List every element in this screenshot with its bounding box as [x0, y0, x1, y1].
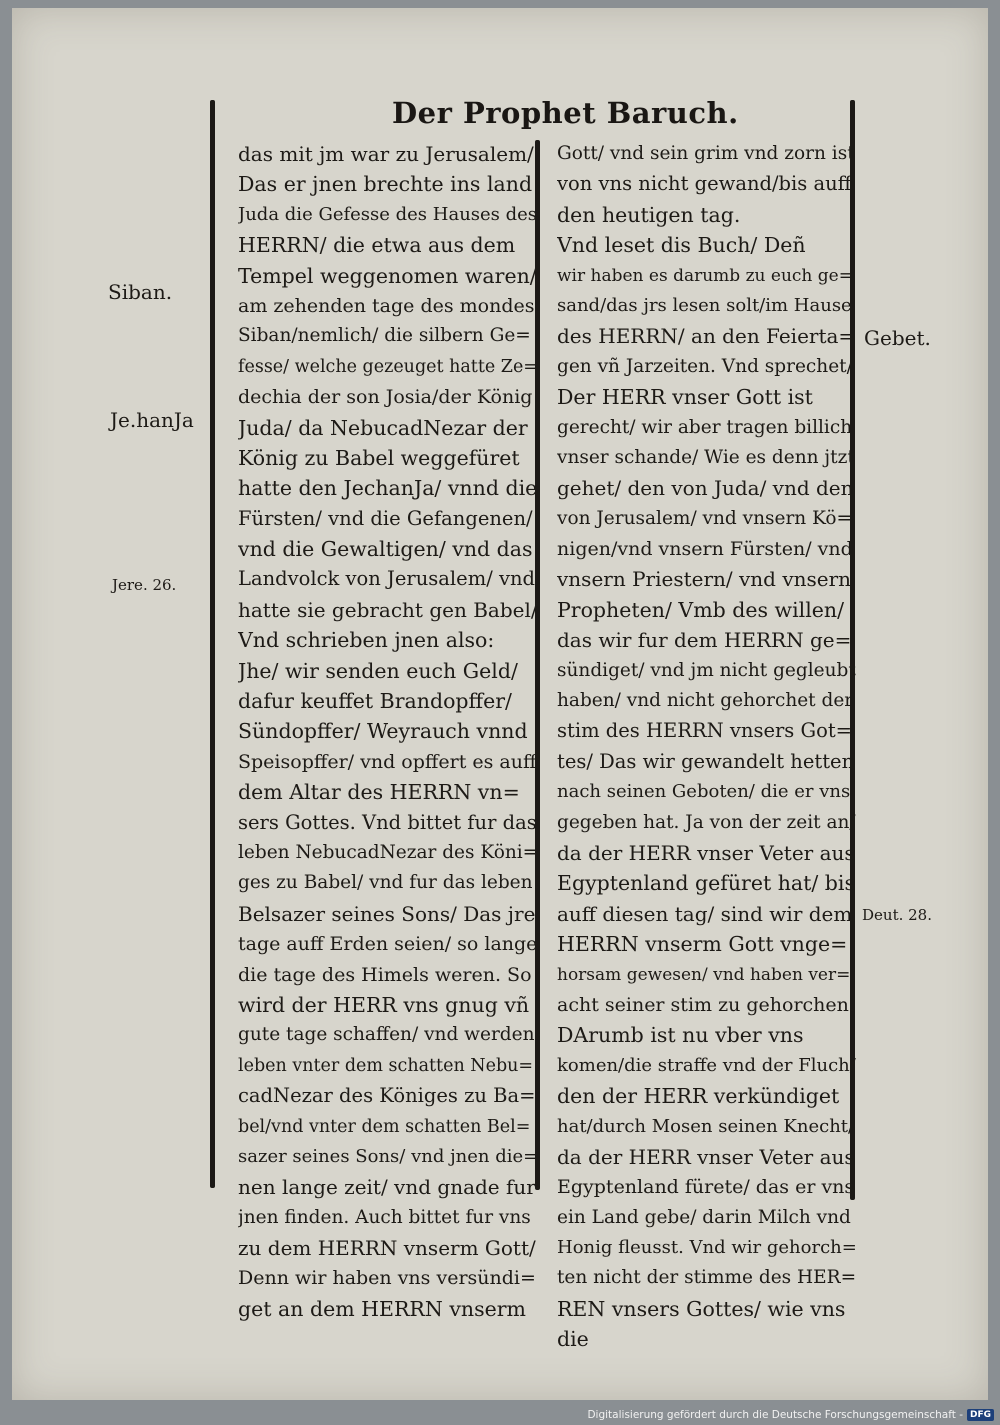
text-line: König zu Babel weggefüret	[238, 445, 520, 470]
text-line: tage auff Erden seien/ so lange	[238, 933, 538, 956]
text-line: DArumb ist nu vber vns	[557, 1023, 804, 1048]
text-line: wir haben es darumb zu euch ge=	[557, 265, 853, 286]
marginal-note-jere: Jere. 26.	[112, 576, 177, 594]
text-line: komen/die straffe vnd der Fluch/	[557, 1054, 856, 1076]
text-line: Juda die Gefesse des Hauses des	[238, 203, 538, 225]
text-line: wird der HERR vns gnug vñ	[238, 992, 530, 1017]
text-line: vnd die Gewaltigen/ vnd das	[238, 537, 533, 562]
text-line: da der HERR vnser Veter aus	[557, 1144, 855, 1169]
text-line: dem Altar des HERRN vn=	[238, 780, 520, 805]
running-head: Der Prophet Baruch.	[392, 96, 739, 130]
text-line: horsam gewesen/ vnd haben ver=	[557, 964, 851, 985]
text-line: leben vnter dem schatten Nebu=	[238, 1055, 534, 1076]
text-line: des HERRN/ an den Feierta=	[557, 324, 856, 349]
text-line: bel/vnd vnter dem schatten Bel=	[238, 1116, 531, 1137]
text-line: cadNezar des Königes zu Ba=	[238, 1084, 536, 1108]
text-line: Landvolck von Jerusalem/ vnd	[238, 567, 536, 591]
text-line: dechia der son Josia/der König	[238, 386, 533, 409]
text-line: das mit jm war zu Jerusalem/	[238, 142, 534, 166]
marginal-note-deut: Deut. 28.	[862, 906, 932, 924]
text-line: Egyptenland fürete/ das er vns	[557, 1176, 855, 1199]
footer-text: Digitalisierung gefördert durch die Deutsche Forschungsgemeinschaft -	[587, 1409, 963, 1421]
text-line: nen lange zeit/ vnd gnade fur	[238, 1175, 536, 1200]
text-line: Vnd leset dis Buch/ Deñ	[557, 233, 806, 258]
text-line: den heutigen tag.	[557, 202, 741, 227]
text-line: hat/durch Mosen seinen Knecht/	[557, 1115, 855, 1137]
column-rule-left	[210, 100, 215, 1188]
text-line: gute tage schaffen/ vnd werden	[238, 1024, 535, 1046]
text-line: Honig fleusst. Vnd wir gehorch=	[557, 1237, 857, 1259]
text-line: stim des HERRN vnsers Got=	[557, 719, 853, 743]
text-line: ges zu Babel/ vnd fur das leben	[238, 872, 533, 894]
text-line: ten nicht der stimme des HER=	[557, 1267, 857, 1289]
text-line: Sündopffer/ Weyrauch vnnd	[238, 719, 528, 744]
marginal-note-siban: Siban.	[108, 280, 173, 304]
text-line: Belsazer seines Sons/ Das jre	[238, 901, 536, 926]
text-line: HERRN/ die etwa aus dem	[238, 233, 516, 258]
text-line: leben NebucadNezar des Köni=	[238, 841, 538, 863]
text-line: den der HERR verkündiget	[557, 1084, 840, 1109]
text-line: Speisopffer/ vnd opffert es auff	[238, 750, 537, 773]
text-line: Der HERR vnser Gott ist	[557, 385, 813, 410]
text-line: gen vñ Jarzeiten. Vnd sprechet/	[557, 355, 853, 377]
text-line: sazer seines Sons/ vnd jnen die=	[238, 1145, 538, 1167]
text-line: acht seiner stim zu gehorchen.	[557, 993, 855, 1016]
text-line: gegeben hat. Ja von der zeit an/	[557, 811, 856, 833]
text-line: da der HERR vnser Veter aus	[557, 840, 855, 865]
text-line: zu dem HERRN vnserm Gott/	[238, 1236, 536, 1261]
text-line: Das er jnen brechte ins land	[238, 172, 533, 197]
text-line: auff diesen tag/ sind wir dem	[557, 901, 853, 926]
text-line: die tage des Himels weren. So	[238, 963, 532, 986]
text-line: vnser schande/ Wie es denn jtzt	[557, 446, 855, 468]
text-line: gerecht/ wir aber tragen billich	[557, 416, 853, 438]
text-line: Propheten/ Vmb des willen/	[557, 597, 845, 622]
text-line: Vnd schrieben jnen also:	[238, 628, 495, 653]
text-column-left	[238, 139, 538, 1324]
text-line: hatte sie gebracht gen Babel/	[238, 597, 538, 622]
text-column-right	[557, 139, 857, 1355]
marginal-note-gebet: Gebet.	[864, 326, 931, 350]
text-line: tes/ Das wir gewandelt hetten	[557, 749, 855, 773]
digitization-footer	[587, 1409, 994, 1421]
text-line: das wir fur dem HERRN ge=	[557, 628, 852, 653]
text-line: get an dem HERRN vnserm	[238, 1296, 527, 1321]
marginal-note-jechanja: Je.hanJa	[110, 408, 194, 432]
text-line: von vns nicht gewand/bis auff	[557, 172, 852, 196]
text-line: Egyptenland gefüret hat/ bis	[557, 871, 856, 896]
text-line: REN vnsers Gottes/ wie vns	[557, 1296, 846, 1321]
text-line: am zehenden tage des mondes	[238, 294, 535, 317]
text-line: sers Gottes. Vnd bittet fur das	[238, 810, 537, 834]
text-line: sündiget/ vnd jm nicht gegleubt	[557, 659, 856, 681]
text-line: vnsern Priestern/ vnd vnsern	[557, 567, 852, 592]
text-line: Tempel weggenomen waren/	[238, 263, 537, 288]
text-line: ein Land gebe/ darin Milch vnd	[557, 1206, 851, 1228]
text-line: fesse/ welche gezeuget hatte Ze=	[238, 356, 538, 377]
text-line: Juda/ da NebucadNezar der	[238, 415, 528, 440]
book-page	[12, 8, 988, 1400]
text-line: nigen/vnd vnsern Fürsten/ vnd	[557, 538, 853, 561]
text-line: hatte den JechanJa/ vnnd die	[238, 476, 538, 501]
text-line: von Jerusalem/ vnd vnsern Kö=	[557, 507, 853, 529]
text-line: nach seinen Geboten/ die er vns	[557, 781, 851, 803]
text-line: gehet/ den von Juda/ vnd den	[557, 476, 854, 501]
text-line: Gott/ vnd sein grim vnd zorn ist	[557, 143, 855, 164]
text-line: Siban/nemlich/ die silbern Ge=	[238, 325, 531, 347]
text-line: HERRN vnserm Gott vnge=	[557, 932, 848, 957]
dfg-logo: DFG	[967, 1409, 994, 1421]
text-line: die	[557, 1327, 589, 1352]
text-line: Jhe/ wir senden euch Geld/	[238, 658, 518, 683]
text-line: Denn wir haben vns versündi=	[238, 1267, 536, 1290]
text-line: sand/das jrs lesen solt/im Hause	[557, 294, 852, 316]
text-line: Fürsten/ vnd die Gefangenen/	[238, 506, 533, 530]
text-line: jnen finden. Auch bittet fur vns	[238, 1206, 531, 1228]
text-line: haben/ vnd nicht gehorchet der	[557, 690, 854, 712]
text-line: dafur keuffet Brandopffer/	[238, 689, 512, 714]
